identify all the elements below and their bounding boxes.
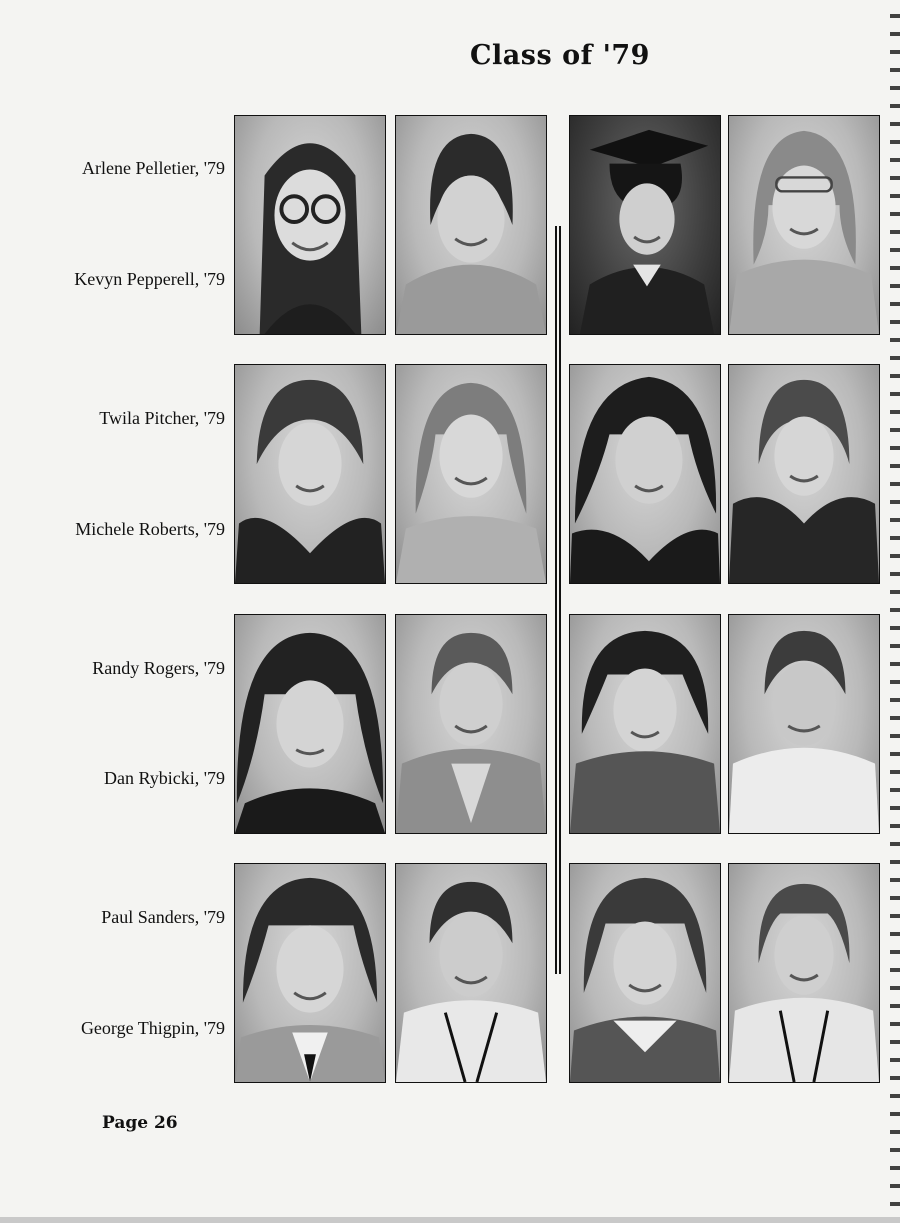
page-title: Class of '79 <box>470 40 650 71</box>
portrait-photo <box>728 115 880 335</box>
name-label-george-thigpin: George Thigpin, '79 <box>80 1018 225 1038</box>
portrait-photo <box>728 614 880 834</box>
portrait-photo <box>234 115 386 335</box>
page-edge <box>890 0 900 1223</box>
portrait-photo <box>234 364 386 584</box>
portrait-photo <box>569 863 721 1083</box>
page-number: Page 26 <box>102 1113 178 1133</box>
portrait-photo <box>569 364 721 584</box>
name-label-randy-rogers: Randy Rogers, '79 <box>92 658 225 678</box>
name-label-michele-roberts: Michele Roberts, '79 <box>75 519 225 539</box>
portrait-photo <box>569 115 721 335</box>
name-label-kevyn-pepperell: Kevyn Pepperell, '79 <box>74 269 225 289</box>
portrait-photo <box>728 863 880 1083</box>
portrait-photo <box>395 863 547 1083</box>
portrait-photo <box>234 863 386 1083</box>
portrait-photo <box>395 614 547 834</box>
portrait-photo <box>569 614 721 834</box>
portrait-photo <box>234 614 386 834</box>
portrait-photo <box>728 364 880 584</box>
portrait-photo <box>395 364 547 584</box>
page-bottom-edge <box>0 1217 900 1223</box>
name-label-paul-sanders: Paul Sanders, '79 <box>101 907 225 927</box>
name-label-twila-pitcher: Twila Pitcher, '79 <box>99 408 225 428</box>
name-label-arlene-pelletier: Arlene Pelletier, '79 <box>82 158 225 178</box>
name-label-dan-rybicki: Dan Rybicki, '79 <box>103 768 225 788</box>
portrait-photo <box>395 115 547 335</box>
column-divider <box>555 226 561 974</box>
